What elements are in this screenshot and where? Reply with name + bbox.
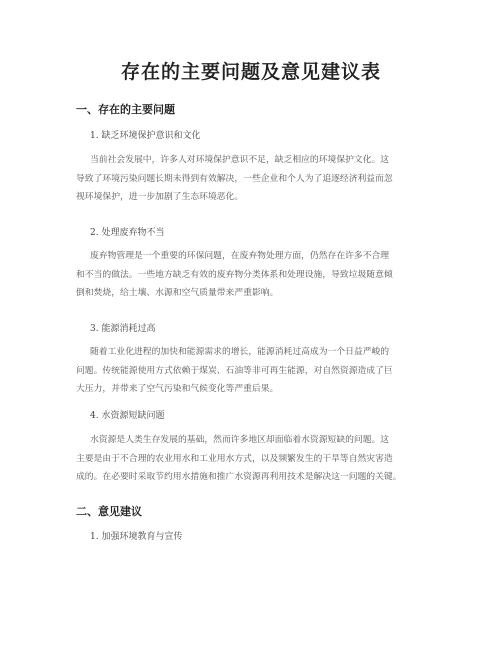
section-heading-suggestions: 二、意见建议 [76, 505, 142, 518]
paragraph-line: 导致了环境污染问题长期未得到有效解决，一些企业和个人为了追逐经济利益而忽 [76, 173, 393, 184]
paragraph-line: 视环境保护，进一步加剧了生态环境恶化。 [76, 192, 244, 202]
paragraph-line: 随着工业化进程的加快和能源需求的增长，能源消耗过高成为一个日益严峻的 [90, 347, 390, 357]
paragraph-line: 问题。传统能源使用方式依赖于煤炭、石油等非可再生能源，对自然资源造成了巨 [76, 365, 393, 376]
document-title: 存在的主要问题及意见建议表 [120, 61, 381, 83]
section-heading-problems: 一、存在的主要问题 [76, 103, 175, 116]
subheading-4: 4. 水资源短缺问题 [90, 411, 165, 421]
paragraph-line: 水资源是人类生存发展的基础，然而许多地区却面临着水资源短缺的问题。这 [90, 435, 390, 445]
paragraph-line: 当前社会发展中，许多人对环境保护意识不足，缺乏相应的环境保护文化。这 [90, 155, 390, 165]
subheading-2: 2. 处理废弃物不当 [90, 228, 165, 238]
paragraph-4 [76, 431, 438, 487]
paragraph-line: 大压力，并带来了空气污染和气候变化等严重后果。 [76, 384, 279, 394]
paragraph-line: 倒和焚烧，给土壤、水源和空气质量带来严重影响。 [76, 288, 279, 298]
subheading-3: 3. 能源消耗过高 [90, 324, 156, 334]
paragraph-line: 废弃物管理是一个重要的环保问题，在废弃物处理方面，仍然存在许多不合理 [90, 251, 390, 261]
paragraph-2 [76, 247, 438, 303]
paragraph-line: 主要是由于不合理的农业用水和工业用水方式，以及频繁发生的干旱等自然灾害造 [76, 453, 393, 464]
paragraph-3 [76, 343, 438, 399]
paragraph-1 [76, 151, 438, 207]
paragraph-line: 成的。在必要时采取节约用水措施和推广水资源再利用技术是解决这一问题的关键。 [76, 472, 402, 482]
paragraph-line: 和不当的做法。一些地方缺乏有效的废弃物分类体系和处理设施，导致垃圾随意倾 [76, 269, 393, 280]
subheading-1: 1. 缺乏环境保护意识和文化 [90, 131, 201, 141]
subheading-5: 1. 加强环境教育与宣传 [90, 532, 183, 542]
